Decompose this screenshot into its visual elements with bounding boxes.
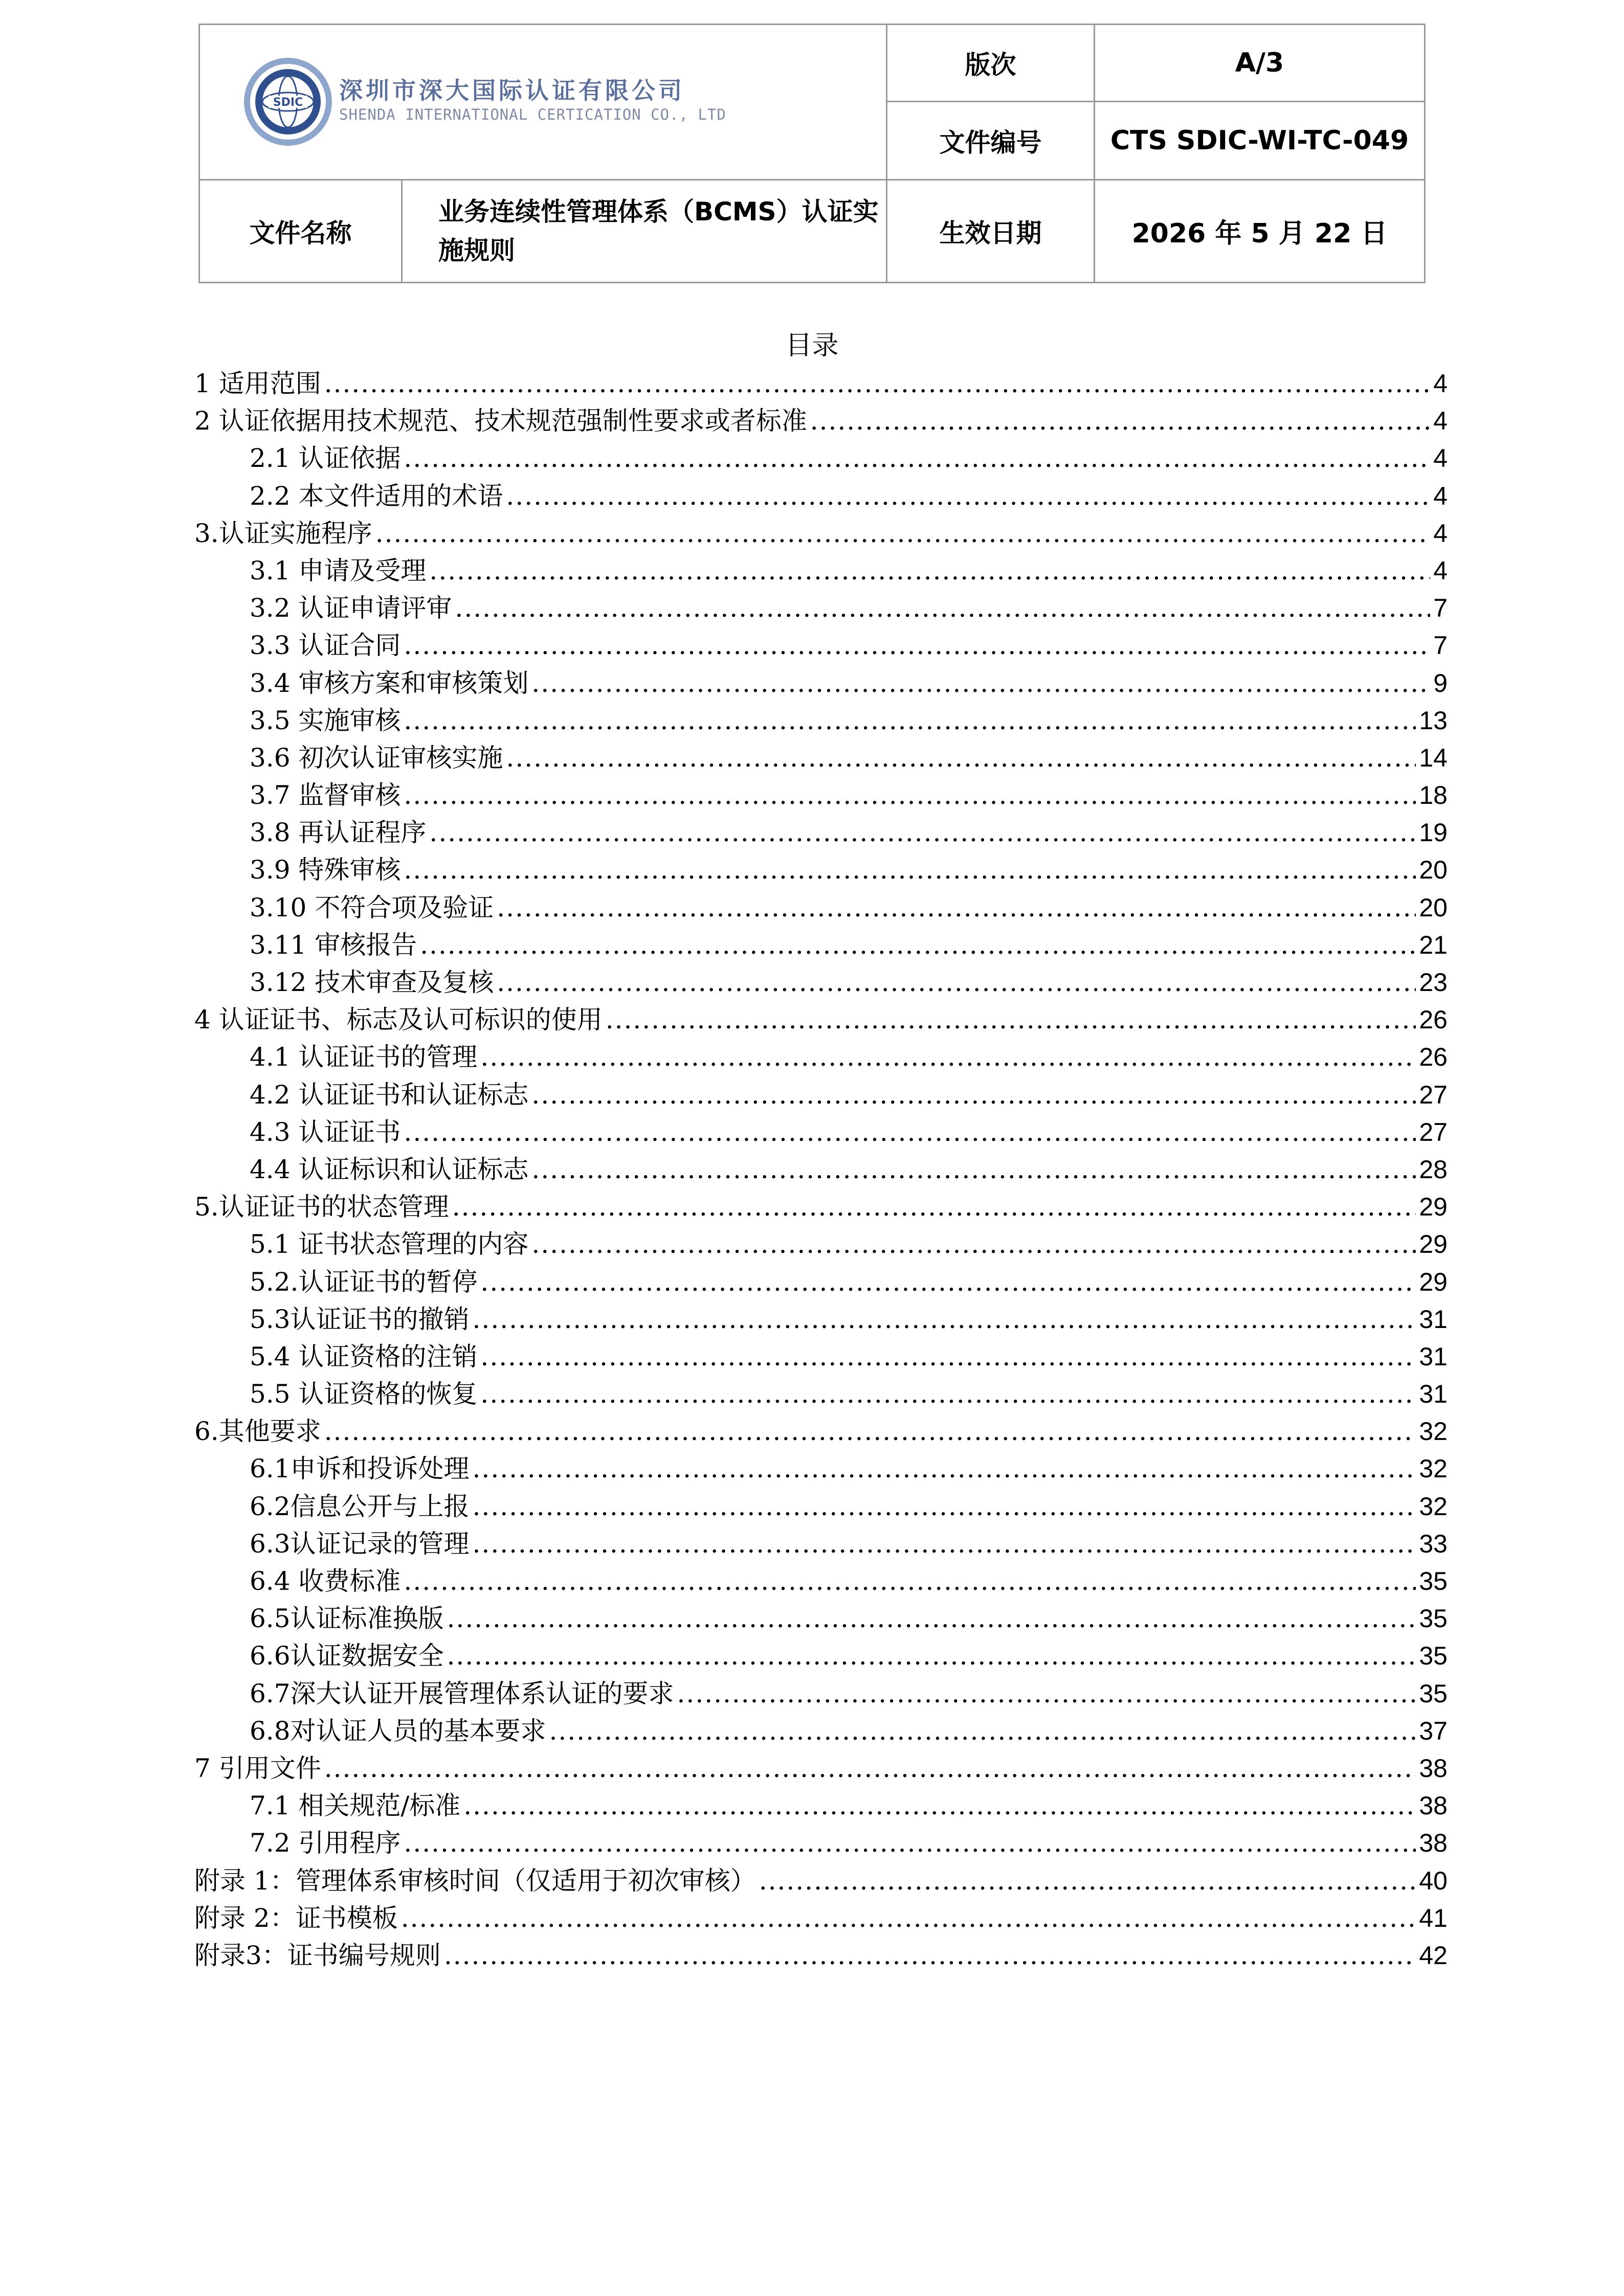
toc-entry-page: 26 <box>1419 1043 1448 1072</box>
toc-leader-dots <box>404 702 1416 739</box>
toc-leader-dots <box>531 665 1430 702</box>
toc-entry-title: 5.5 认证资格的恢复 <box>250 1379 478 1409</box>
toc-entry[interactable] <box>194 1862 1448 1900</box>
toc-leader-dots <box>497 889 1416 927</box>
effective-date-value: 2026 年 5 月 22 日 <box>1095 179 1425 282</box>
doc-number-value: CTS SDIC-WI-TC-049 <box>1095 101 1425 179</box>
toc-entry-title: 3.认证实施程序 <box>194 518 372 548</box>
toc-entry-page: 31 <box>1419 1342 1448 1371</box>
toc-entry[interactable] <box>194 1226 1448 1263</box>
toc-entry[interactable] <box>194 402 1448 440</box>
toc-entry-title: 6.2信息公开与上报 <box>250 1491 470 1521</box>
toc-entry[interactable] <box>194 1264 1448 1301</box>
toc-leader-dots <box>444 1937 1416 1974</box>
toc-entry[interactable] <box>194 478 1448 515</box>
toc-entry-title: 7.1 相关规范/标准 <box>250 1791 461 1821</box>
toc-entry-page: 21 <box>1419 930 1448 959</box>
toc-entry-page: 40 <box>1419 1866 1448 1895</box>
toc-entry[interactable] <box>194 1450 1448 1488</box>
toc-entry-page: 13 <box>1419 706 1448 735</box>
toc-entry-page: 4 <box>1433 369 1448 398</box>
toc-leader-dots <box>447 1637 1416 1675</box>
toc-entry[interactable] <box>194 927 1448 964</box>
toc-entry[interactable] <box>194 515 1448 552</box>
toc-entry[interactable] <box>194 889 1448 927</box>
toc-entry[interactable] <box>194 739 1448 777</box>
toc-entry-title: 3.3 认证合同 <box>250 631 401 661</box>
toc-entry-page: 35 <box>1419 1567 1448 1595</box>
toc-entry-page: 27 <box>1419 1117 1448 1146</box>
toc-entry-page: 35 <box>1419 1641 1448 1671</box>
toc-leader-dots <box>404 440 1430 477</box>
toc-entry[interactable] <box>194 627 1448 664</box>
toc-entry[interactable] <box>194 1563 1448 1600</box>
toc-entry-title: 3.6 初次认证审核实施 <box>250 742 503 773</box>
toc-entry[interactable] <box>194 1825 1448 1862</box>
toc-entry[interactable] <box>194 1937 1448 1974</box>
toc-entry-title: 5.1 证书状态管理的内容 <box>250 1229 529 1259</box>
toc-leader-dots <box>404 627 1430 664</box>
toc-leader-dots <box>324 1413 1416 1450</box>
toc-entry[interactable] <box>194 1750 1448 1787</box>
toc-entry[interactable] <box>194 590 1448 627</box>
toc-leader-dots <box>506 739 1416 777</box>
toc-entry-title: 6.7深大认证开展管理体系认证的要求 <box>250 1678 674 1708</box>
toc-entry-page: 32 <box>1419 1454 1448 1483</box>
table-of-contents <box>194 365 1448 1974</box>
toc-leader-dots <box>531 1151 1416 1188</box>
toc-entry-page: 20 <box>1419 856 1448 885</box>
toc-entry[interactable] <box>194 665 1448 702</box>
toc-entry-page: 14 <box>1419 743 1448 772</box>
toc-entry-page: 27 <box>1419 1080 1448 1109</box>
toc-entry-page: 4 <box>1433 556 1448 585</box>
doc-name-value: 业务连续性管理体系（BCMS）认证实施规则 <box>402 179 887 282</box>
toc-entry-page: 23 <box>1419 968 1448 997</box>
toc-leader-dots <box>324 365 1430 402</box>
toc-entry-page: 4 <box>1433 444 1448 473</box>
toc-entry-page: 37 <box>1419 1716 1448 1745</box>
toc-entry-page: 29 <box>1419 1267 1448 1296</box>
toc-entry-page: 38 <box>1419 1791 1448 1820</box>
toc-leader-dots <box>404 851 1416 889</box>
toc-entry-title: 5.认证证书的状态管理 <box>194 1192 449 1222</box>
toc-leader-dots <box>473 1450 1416 1488</box>
toc-entry-title: 3.10 不符合项及验证 <box>250 892 494 922</box>
company-name-en: SHENDA INTERNATIONAL CERTICATION CO., LTD <box>339 106 726 123</box>
toc-entry-title: 附录 2：证书模板 <box>194 1903 398 1933</box>
toc-entry-page: 4 <box>1433 481 1448 510</box>
toc-leader-dots <box>455 590 1430 627</box>
toc-entry[interactable] <box>194 1188 1448 1226</box>
toc-leader-dots <box>404 1114 1416 1151</box>
toc-entry-page: 41 <box>1419 1903 1448 1932</box>
toc-entry[interactable] <box>194 1713 1448 1750</box>
toc-entry[interactable] <box>194 1039 1448 1076</box>
edition-value: A/3 <box>1095 25 1425 102</box>
toc-entry[interactable] <box>194 702 1448 739</box>
company-name-cn: 深圳市深大国际认证有限公司 <box>339 77 685 104</box>
toc-entry-title: 7 引用文件 <box>194 1753 321 1783</box>
toc-entry-page: 32 <box>1419 1417 1448 1446</box>
toc-leader-dots <box>480 1039 1416 1076</box>
toc-entry-title: 3.11 审核报告 <box>250 930 417 960</box>
toc-leader-dots <box>404 1825 1416 1862</box>
doc-name-label: 文件名称 <box>199 179 402 282</box>
company-logo-cell <box>199 25 887 180</box>
toc-entry[interactable] <box>194 777 1448 814</box>
toc-entry-page: 19 <box>1419 818 1448 847</box>
toc-entry-page: 38 <box>1419 1829 1448 1858</box>
toc-entry-title: 6.1申诉和投诉处理 <box>250 1454 470 1484</box>
toc-entry[interactable] <box>194 1675 1448 1713</box>
toc-leader-dots <box>420 927 1416 964</box>
toc-entry-title: 4 认证证书、标志及认可标识的使用 <box>194 1005 603 1035</box>
toc-entry-title: 7.2 引用程序 <box>250 1828 401 1858</box>
toc-leader-dots <box>531 1076 1416 1114</box>
toc-leader-dots <box>480 1264 1416 1301</box>
toc-leader-dots <box>375 515 1430 552</box>
toc-entry-page: 31 <box>1419 1380 1448 1409</box>
toc-entry-page: 7 <box>1433 594 1448 623</box>
toc-entry[interactable] <box>194 440 1448 477</box>
toc-entry[interactable] <box>194 1637 1448 1675</box>
toc-leader-dots <box>606 1001 1416 1039</box>
toc-leader-dots <box>473 1525 1416 1563</box>
toc-leader-dots <box>447 1600 1416 1637</box>
toc-entry-page: 33 <box>1419 1529 1448 1558</box>
toc-entry-page: 4 <box>1433 407 1448 436</box>
toc-entry[interactable] <box>194 851 1448 889</box>
toc-entry-page: 38 <box>1419 1753 1448 1783</box>
toc-leader-dots <box>531 1226 1416 1263</box>
toc-entry-title: 附录3：证书编号规则 <box>194 1940 441 1970</box>
toc-title: 目录 <box>785 330 839 361</box>
toc-leader-dots <box>429 814 1416 851</box>
toc-entry-page: 7 <box>1433 631 1448 660</box>
toc-entry[interactable] <box>194 1525 1448 1563</box>
toc-entry[interactable] <box>194 1001 1448 1039</box>
toc-entry-title: 6.4 收费标准 <box>250 1566 401 1596</box>
toc-entry-page: 35 <box>1419 1604 1448 1633</box>
toc-entry[interactable] <box>194 552 1448 590</box>
toc-entry-title: 6.其他要求 <box>194 1416 321 1447</box>
toc-leader-dots <box>401 1900 1416 1937</box>
toc-leader-dots <box>480 1338 1416 1376</box>
toc-entry[interactable] <box>194 1787 1448 1825</box>
toc-entry-title: 3.1 申请及受理 <box>250 555 427 586</box>
toc-entry-title: 2.2 本文件适用的术语 <box>250 481 503 511</box>
toc-entry-page: 42 <box>1419 1941 1448 1970</box>
toc-entry[interactable] <box>194 365 1448 402</box>
toc-entry-title: 4.1 认证证书的管理 <box>250 1042 478 1072</box>
toc-entry[interactable] <box>194 1413 1448 1450</box>
toc-entry[interactable] <box>194 1076 1448 1114</box>
effective-date-label: 生效日期 <box>887 179 1095 282</box>
toc-entry-page: 29 <box>1419 1192 1448 1222</box>
toc-entry-page: 28 <box>1419 1155 1448 1184</box>
toc-entry[interactable] <box>194 964 1448 1001</box>
toc-entry-title: 5.4 认证资格的注销 <box>250 1341 478 1371</box>
toc-entry-page: 9 <box>1433 668 1448 697</box>
toc-leader-dots <box>473 1488 1416 1525</box>
toc-entry[interactable] <box>194 1376 1448 1413</box>
toc-entry-page: 29 <box>1419 1230 1448 1259</box>
toc-leader-dots <box>497 964 1416 1001</box>
toc-entry-title: 2.1 认证依据 <box>250 443 401 474</box>
toc-leader-dots <box>810 402 1430 440</box>
toc-leader-dots <box>463 1787 1416 1825</box>
toc-entry[interactable] <box>194 814 1448 851</box>
toc-entry-title: 3.8 再认证程序 <box>250 818 427 848</box>
toc-leader-dots <box>677 1675 1416 1713</box>
edition-label: 版次 <box>887 25 1095 102</box>
toc-entry-title: 6.3认证记录的管理 <box>250 1528 470 1559</box>
toc-entry-title: 6.6认证数据安全 <box>250 1641 444 1671</box>
toc-entry-title: 4.3 认证证书 <box>250 1117 401 1147</box>
toc-entry-title: 4.2 认证证书和认证标志 <box>250 1079 529 1110</box>
toc-entry-title: 4.4 认证标识和认证标志 <box>250 1154 529 1184</box>
toc-entry-title: 附录 1：管理体系审核时间（仅适用于初次审核） <box>194 1865 756 1896</box>
toc-entry-title: 3.5 实施审核 <box>250 705 401 735</box>
toc-entry-title: 3.4 审核方案和审核策划 <box>250 668 529 698</box>
toc-leader-dots <box>480 1376 1416 1413</box>
toc-leader-dots <box>324 1750 1416 1787</box>
toc-leader-dots <box>429 552 1430 590</box>
toc-entry-title: 5.3认证证书的撤销 <box>250 1304 470 1334</box>
toc-entry[interactable] <box>194 1114 1448 1151</box>
toc-entry-page: 31 <box>1419 1304 1448 1334</box>
toc-entry[interactable] <box>194 1151 1448 1188</box>
toc-leader-dots <box>549 1713 1416 1750</box>
toc-entry-page: 35 <box>1419 1679 1448 1708</box>
toc-entry-title: 3.9 特殊审核 <box>250 855 401 885</box>
toc-entry-title: 1 适用范围 <box>194 369 321 398</box>
toc-entry-title: 3.2 认证申请评审 <box>250 593 452 623</box>
toc-leader-dots <box>473 1301 1416 1338</box>
toc-entry[interactable] <box>194 1600 1448 1637</box>
toc-leader-dots <box>404 777 1416 814</box>
toc-entry-page: 20 <box>1419 893 1448 922</box>
toc-entry-page: 18 <box>1419 781 1448 810</box>
toc-entry[interactable] <box>194 1488 1448 1525</box>
toc-entry[interactable] <box>194 1338 1448 1376</box>
toc-entry-title: 3.12 技术审查及复核 <box>250 967 494 997</box>
toc-leader-dots <box>404 1563 1416 1600</box>
toc-entry-title: 6.5认证标准换版 <box>250 1604 444 1634</box>
toc-entry-title: 3.7 监督审核 <box>250 780 401 811</box>
toc-leader-dots <box>452 1188 1416 1226</box>
toc-leader-dots <box>759 1862 1416 1900</box>
document-header-table <box>198 24 1426 283</box>
sdic-seal-logo-icon <box>242 56 334 148</box>
toc-entry-page: 4 <box>1433 519 1448 548</box>
toc-entry[interactable] <box>194 1301 1448 1338</box>
toc-entry-title: 6.8对认证人员的基本要求 <box>250 1716 546 1746</box>
toc-leader-dots <box>506 478 1430 515</box>
logo-text: SDIC <box>273 96 303 109</box>
toc-entry-page: 26 <box>1419 1005 1448 1034</box>
toc-entry[interactable] <box>194 1900 1448 1937</box>
toc-entry-title: 2 认证依据用技术规范、技术规范强制性要求或者标准 <box>194 406 807 436</box>
doc-number-label: 文件编号 <box>887 101 1095 179</box>
toc-entry-page: 32 <box>1419 1492 1448 1521</box>
toc-entry-title: 5.2.认证证书的暂停 <box>250 1267 478 1297</box>
